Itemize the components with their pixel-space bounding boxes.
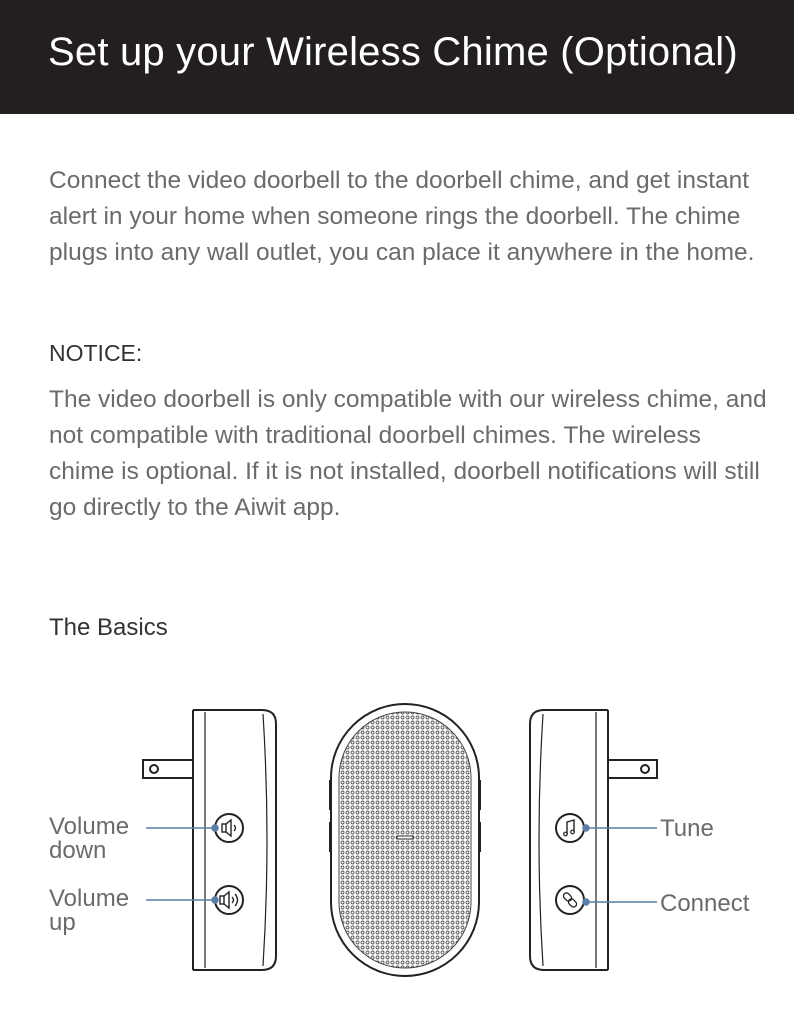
volume-up-callout-dot — [212, 897, 218, 903]
tune-callout-dot — [583, 825, 589, 831]
volume-up-label-line2: up — [49, 909, 76, 936]
volume-down-label-line2: down — [49, 837, 107, 864]
connect-label: Connect — [660, 890, 750, 917]
chime-diagram — [0, 690, 794, 990]
tune-button-icon — [556, 814, 584, 842]
left-plug-hole-icon — [150, 765, 158, 773]
intro-paragraph: Connect the video doorbell to the doorbell chime, and get instant alert in your home when someone rings the doorbell. The chime plugs into any wall outlet, you can place it anywhere in the home. — [49, 167, 755, 266]
tune-label: Tune — [660, 815, 714, 842]
page-title: Set up your Wireless Chime (Optional) — [48, 30, 738, 74]
right-chime-side-view — [530, 710, 657, 970]
notice-heading: NOTICE: — [49, 340, 143, 366]
volume-down-button-icon — [215, 814, 243, 842]
volume-down-label — [49, 815, 129, 863]
volume-up-label — [49, 887, 129, 935]
volume-down-callout-dot — [212, 825, 218, 831]
basics-heading: The Basics — [49, 614, 168, 641]
right-plug-hole-icon — [641, 765, 649, 773]
center-chime-front-view — [329, 704, 481, 976]
left-chime-side-view — [143, 710, 276, 970]
page-header — [0, 0, 794, 114]
volume-up-label-line1: Volume — [49, 885, 130, 912]
connect-callout-dot — [583, 899, 589, 905]
notice-paragraph: The video doorbell is only compatible with our wireless chime, and not compatible with traditional doorbell chimes. The wireless chime is optional. If it is not installed, doorbell notifications will still go directly to the Aiwit app. — [49, 386, 767, 521]
volume-down-label-line1: Volume — [49, 813, 130, 840]
